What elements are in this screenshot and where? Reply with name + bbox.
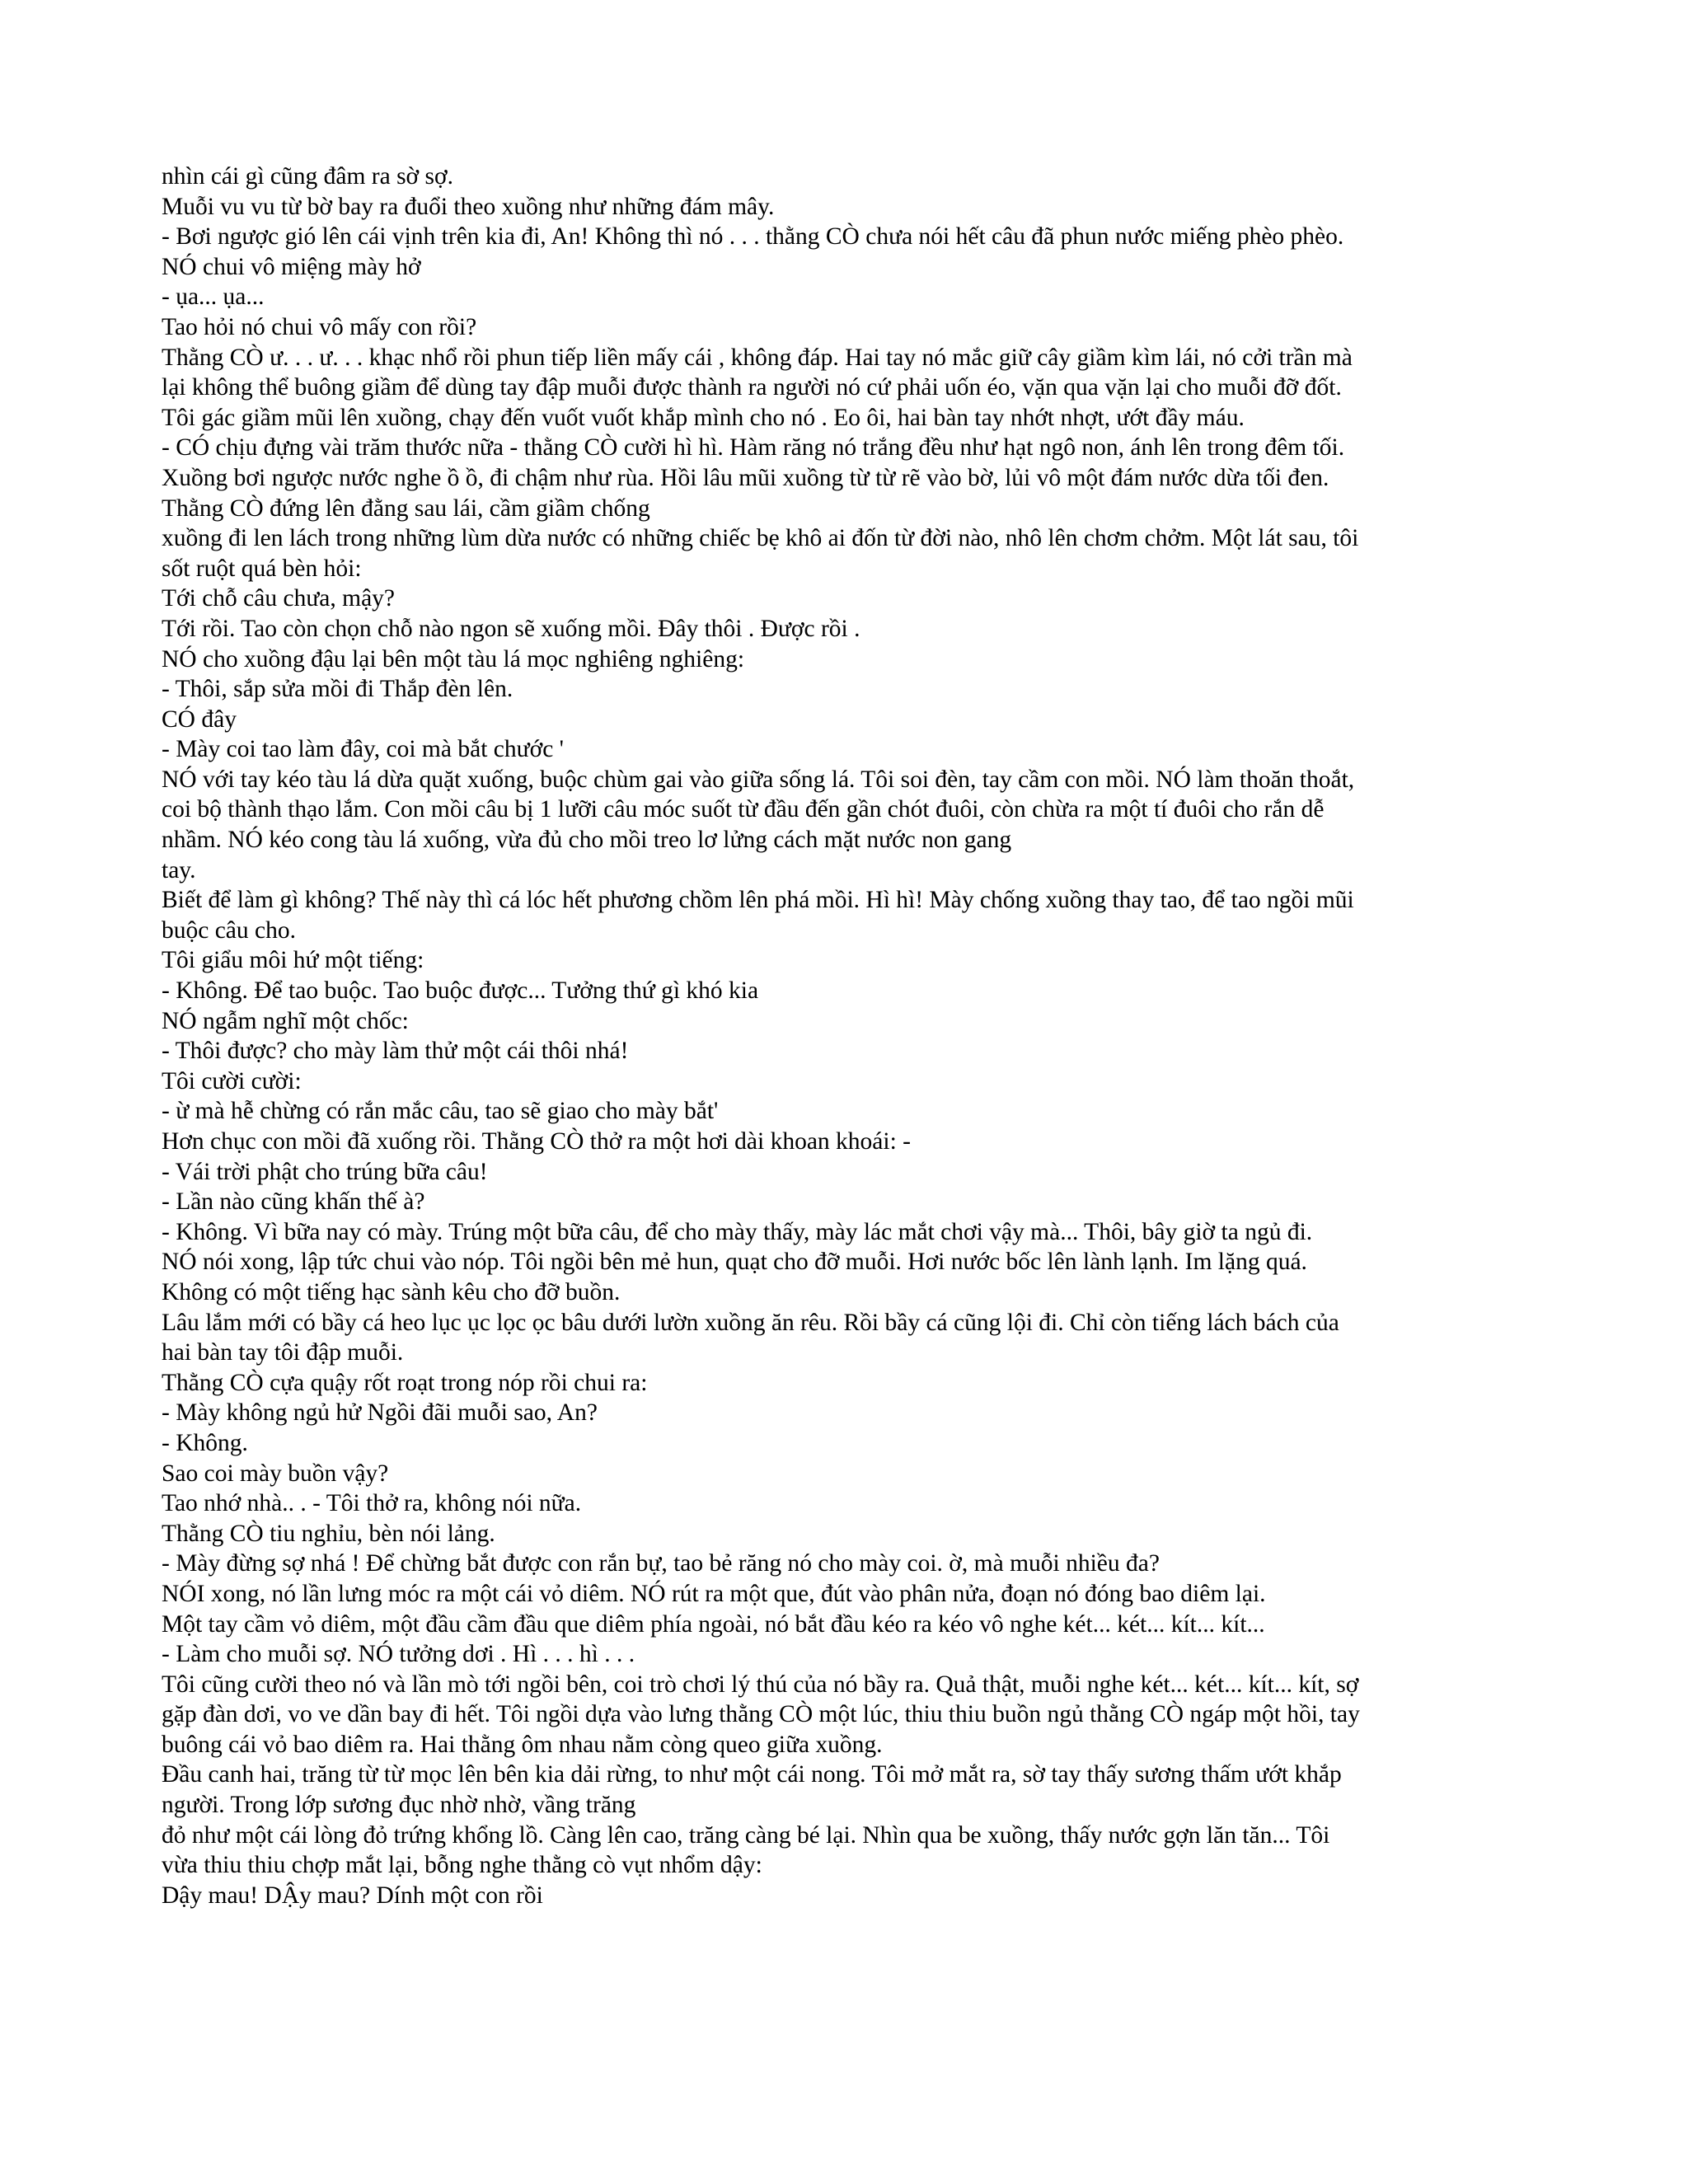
text-line: - Vái trời phật cho trúng bữa câu! (162, 1158, 488, 1185)
text-line: Dậy mau! DẬy mau? Dính một con rồi (162, 1882, 543, 1909)
text-line: Muỗi vu vu từ bờ bay ra đuổi theo xuồng như những đám mây. (162, 193, 775, 220)
text-line: vừa thiu thiu chợp mắt lại, bỗng nghe thằng cò vụt nhổm dậy: (162, 1852, 762, 1879)
text-line: hai bàn tay tôi đập muỗi. (162, 1339, 404, 1366)
text-line: Thằng CÒ cựa quậy rốt roạt trong nóp rồi chui ra: (162, 1369, 648, 1396)
text-line: Tới chỗ câu chưa, mậy? (162, 585, 396, 612)
text-line: Một tay cầm vỏ diêm, một đầu cầm đầu que diêm phía ngoài, nó bắt đầu kéo ra kéo vô nghe két... két... kít... kít... (162, 1610, 1265, 1638)
text-line: - Mày không ngủ hử Ngồi đãi muỗi sao, An? (162, 1399, 598, 1427)
text-line: người. Trong lớp sương đục nhờ nhờ, vầng trăng (162, 1792, 636, 1819)
text-line: NÓ nói xong, lập tức chui vào nóp. Tôi ngồi bên mẻ hun, quạt cho đỡ muỗi. Hơi nước bốc lên lành lạnh. Im lặng quá. (162, 1249, 1307, 1276)
text-line: Biết để làm gì không? Thế này thì cá lóc hết phương chồm lên phá mồi. Hì hì! Mày chống xuồng thay tao, để tao ngồi mũi (162, 887, 1354, 914)
text-line: - Mày đừng sợ nhá ! Để chừng bắt được con rắn bự, tao bẻ răng nó cho mày coi. ờ, mà muỗi nhiều đa? (162, 1550, 1160, 1577)
text-line: Tới rồi. Tao còn chọn chỗ nào ngon sẽ xuống mồi. Đây thôi . Được rồi . (162, 615, 860, 642)
text-line: xuồng đi len lách trong những lùm dừa nước có những chiếc bẹ khô ai đốn từ đời nào, nhô lên chơm chởm. Một lát sau, tôi (162, 525, 1359, 552)
text-line: Thằng CÒ ư. . . ư. . . khạc nhổ rồi phun tiếp liền mấy cái , không đáp. Hai tay nó mắc giữ cây giầm kìm lái, nó cởi trần mà (162, 344, 1353, 371)
text-line: Thằng CÒ tiu nghỉu, bèn nói lảng. (162, 1520, 495, 1547)
text-line: - Mày coi tao làm đây, coi mà bắt chước ' (162, 736, 564, 763)
text-line: NÓ chui vô miệng mày hở (162, 253, 421, 280)
text-line: Tôi cũng cười theo nó và lần mò tới ngồi bên, coi trò chơi lý thú của nó bầy ra. Quả thật, muỗi nghe két... két... kít... kít, sợ (162, 1671, 1359, 1698)
text-line: Tao hỏi nó chui vô mấy con rồi? (162, 313, 477, 340)
text-line: Tôi cười cười: (162, 1067, 302, 1094)
text-line: lại không thể buông giầm để dùng tay đập muỗi được thành ra người nó cứ phải uốn éo, vặn qua vặn lại cho muỗi đỡ đốt. (162, 374, 1342, 401)
text-line: NÓ cho xuồng đậu lại bên một tàu lá mọc nghiêng nghiêng: (162, 645, 745, 673)
text-line: buông cái vỏ bao diêm ra. Hai thằng ôm nhau nằm còng queo giữa xuồng. (162, 1731, 883, 1758)
text-line: Tôi gác giầm mũi lên xuồng, chạy đến vuốt vuốt khắp mình cho nó . Eo ôi, hai bàn tay nhớt nhợt, ướt đầy máu. (162, 404, 1245, 431)
text-line: tay. (162, 856, 196, 883)
text-line: Đầu canh hai, trăng từ từ mọc lên bên kia dải rừng, to như một cái nong. Tôi mở mắt ra, sờ tay thấy sương thấm ướt khắp (162, 1761, 1342, 1788)
text-line: - Không. (162, 1429, 248, 1456)
text-line: Lâu lắm mới có bầy cá heo lục ục lọc ọc bâu dưới lườn xuồng ăn rêu. Rồi bầy cá cũng lội đi. Chỉ còn tiếng lách bách của (162, 1309, 1339, 1336)
text-line: - Không. Vì bữa nay có mày. Trúng một bữa câu, để cho mày thấy, mày lác mắt chơi vậy mà... Thôi, bây giờ ta ngủ đi. (162, 1218, 1313, 1245)
text-line: Tôi giẩu môi hứ một tiếng: (162, 947, 424, 974)
text-line: Thằng CÒ đứng lên đằng sau lái, cầm giầm chống (162, 494, 650, 522)
text-line: Hơn chục con mồi đã xuống rồi. Thằng CÒ thở ra một hơi dài khoan khoái: - (162, 1128, 911, 1155)
text-line: Tao nhớ nhà.. . - Tôi thở ra, không nói nữa. (162, 1490, 582, 1517)
text-line: Xuồng bơi ngược nước nghe ồ ồ, đi chậm như rùa. Hồi lâu mũi xuồng từ từ rẽ vào bờ, lủi vô một đám nước dừa tối đen. (162, 464, 1329, 491)
text-line: nhầm. NÓ kéo cong tàu lá xuống, vừa đủ cho mồi treo lơ lửng cách mặt nước non gang (162, 827, 1012, 854)
text-line: Không có một tiếng hạc sành kêu cho đỡ buồn. (162, 1278, 621, 1305)
text-line: - Bơi ngược gió lên cái vịnh trên kia đi, An! Không thì nó . . . thằng CÒ chưa nói hết câu đã phun nước miếng phèo phèo. (162, 223, 1344, 251)
text-line: đỏ như một cái lòng đỏ trứng khổng lồ. Càng lên cao, trăng càng bé lại. Nhìn qua be xuồng, thấy nước gợn lăn tăn... Tôi (162, 1821, 1330, 1849)
text-line: - Lần nào cũng khấn thế à? (162, 1188, 425, 1216)
text-line: - Thôi, sắp sửa mồi đi Thắp đèn lên. (162, 676, 513, 703)
text-line: gặp đàn dơi, vo ve dần bay đi hết. Tôi ngồi dựa vào lưng thằng CÒ một lúc, thiu thiu buồn ngủ thằng CÒ ngáp một hồi, tay (162, 1701, 1360, 1728)
text-line: CÓ đây (162, 705, 237, 733)
text-line: NÓI xong, nó lần lưng móc ra một cái vỏ diêm. NÓ rút ra một que, đút vào phân nửa, đoạn nó đóng bao diêm lại. (162, 1580, 1266, 1607)
text-line: - ụa... ụa... (162, 284, 265, 311)
text-line: - ừ mà hễ chừng có rắn mắc câu, tao sẽ giao cho mày bắt' (162, 1098, 719, 1125)
text-line: - Thôi được? cho mày làm thử một cái thôi nhá! (162, 1038, 629, 1065)
text-line: - Không. Để tao buộc. Tao buộc được... Tưởng thứ gì khó kia (162, 977, 759, 1005)
text-line: coi bộ thành thạo lắm. Con mồi câu bị 1 lưỡi câu móc suốt từ đầu đến gần chót đuôi, còn chừa ra một tí đuôi cho rắn dễ (162, 796, 1325, 823)
text-line: - CÓ chịu đựng vài trăm thước nữa - thằng CÒ cười hì hì. Hàm răng nó trắng đều như hạt ngô non, ánh lên trong đêm tối. (162, 434, 1345, 462)
text-line: sốt ruột quá bèn hỏi: (162, 555, 362, 582)
text-line: NÓ với tay kéo tàu lá dừa quặt xuống, buộc chùm gai vào giữa sống lá. Tôi soi đèn, tay cầm con mồi. NÓ làm thoăn thoắt, (162, 766, 1355, 793)
text-line: NÓ ngẫm nghĩ một chốc: (162, 1007, 409, 1034)
text-line: buộc câu cho. (162, 916, 296, 944)
text-line: Sao coi mày buồn vậy? (162, 1460, 389, 1487)
text-line: - Làm cho muỗi sợ. NÓ tưởng dơi . Hì . . . hì . . . (162, 1641, 635, 1668)
story-text (162, 162, 1530, 1910)
text-line: nhìn cái gì cũng đâm ra sờ sợ. (162, 163, 453, 190)
